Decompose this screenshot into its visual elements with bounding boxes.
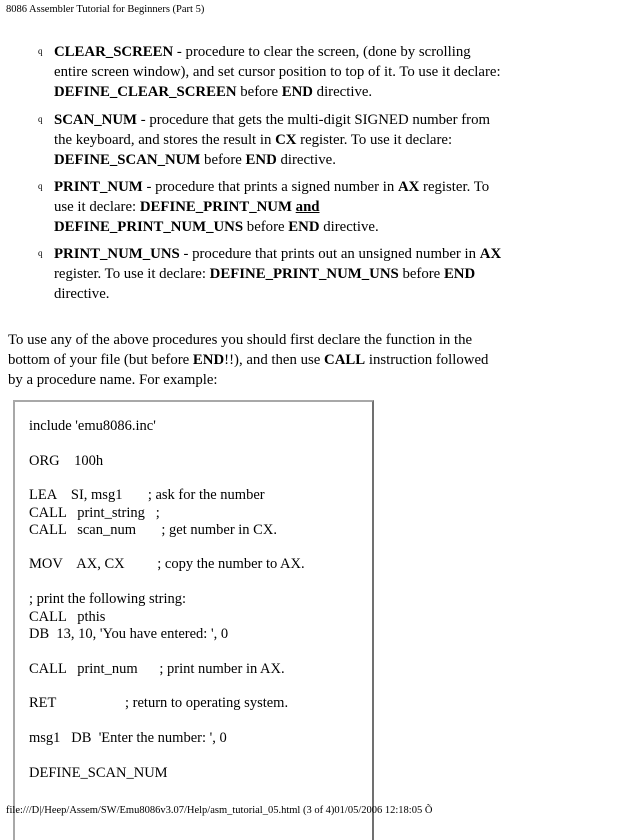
item-text: before	[236, 84, 282, 100]
directive-name: DEFINE_PRINT_NUM_UNS	[209, 266, 399, 282]
item-text: directive.	[312, 84, 373, 100]
directive-name: DEFINE_SCAN_NUM	[54, 152, 201, 168]
code-line: DB 13, 10, 'You have entered: ', 0	[29, 626, 229, 642]
item-text: directive.	[319, 219, 379, 235]
list-item	[54, 244, 524, 304]
code-line: CALL print_string ;	[29, 505, 160, 521]
intro-text: by a procedure name. For example:	[8, 372, 218, 388]
directive-name: END	[443, 266, 476, 282]
code-line: msg1 DB 'Enter the number: ', 0	[29, 730, 227, 746]
directive-name: END	[288, 219, 320, 235]
bullet-icon: q	[38, 248, 43, 258]
procedure-name: SCAN_NUM	[54, 112, 138, 128]
code-line: ; print the following string:	[29, 591, 187, 607]
procedure-name: PRINT_NUM_UNS	[54, 246, 180, 262]
directive-name: END	[245, 152, 277, 168]
instruction-name: CALL	[324, 352, 366, 368]
item-text: the keyboard, and stores the result in	[54, 132, 276, 148]
item-text: before	[398, 266, 444, 282]
item-text: - procedure that prints out an unsigned number in	[179, 246, 480, 262]
code-line: include 'emu8086.inc'	[29, 418, 156, 434]
item-text: - procedure that prints a signed number in	[142, 179, 398, 195]
list-item	[54, 42, 524, 102]
directive-name: DEFINE_CLEAR_SCREEN	[54, 84, 237, 100]
register-name: AX	[397, 179, 420, 195]
item-text: directive.	[54, 286, 110, 302]
code-example-box	[13, 400, 374, 840]
page-footer: file:///D|/Heep/Assem/SW/Emu8086v3.07/Help/asm_tutorial_05.html (3 of 4)01/05/2006 12:18:05 Õ	[6, 805, 433, 816]
item-text: entire screen window), and set cursor position to top of it. To use it declare:	[54, 64, 501, 80]
code-line: CALL print_num ; print number in AX.	[29, 661, 285, 677]
item-text: register. To use it declare:	[54, 266, 210, 282]
directive-name: DEFINE_PRINT_NUM_UNS	[54, 219, 244, 235]
code-line: LEA SI, msg1 ; ask for the number	[29, 487, 265, 503]
list-item	[54, 177, 524, 237]
and-keyword: and	[295, 199, 320, 215]
item-text: before	[243, 219, 289, 235]
item-text: use it declare:	[54, 199, 140, 215]
item-text: - procedure that gets the multi-digit SIGNED number from	[137, 112, 491, 128]
directive-name: END	[281, 84, 313, 100]
item-text: register. To use it declare:	[296, 132, 453, 148]
bullet-icon: q	[38, 46, 43, 56]
code-line: DEFINE_SCAN_NUM	[29, 765, 168, 781]
page-header: 8086 Assembler Tutorial for Beginners (Part 5)	[6, 4, 205, 15]
directive-name: END	[192, 352, 225, 368]
bullet-icon: q	[38, 114, 43, 124]
item-text: - procedure to clear the screen, (done by scrolling	[173, 44, 471, 60]
intro-text: instruction followed	[365, 352, 489, 368]
code-line: CALL pthis	[29, 609, 106, 625]
bullet-icon: q	[38, 181, 43, 191]
procedure-name: CLEAR_SCREEN	[54, 44, 174, 60]
code-line: MOV AX, CX ; copy the number to AX.	[29, 556, 305, 572]
code-line: ORG 100h	[29, 453, 104, 469]
list-item	[54, 110, 524, 170]
code-line: CALL scan_num ; get number in CX.	[29, 522, 277, 538]
register-name: CX	[275, 132, 297, 148]
item-text: directive.	[276, 152, 336, 168]
item-text: before	[200, 152, 246, 168]
intro-text: bottom of your file (but before	[8, 352, 193, 368]
intro-text: !!), and then use	[224, 352, 325, 368]
intro-paragraph	[8, 330, 508, 390]
code-line: RET ; return to operating system.	[29, 695, 289, 711]
register-name: AX	[479, 246, 502, 262]
intro-text: To use any of the above procedures you should first declare the function in the	[8, 332, 473, 348]
item-text: register. To	[419, 179, 490, 195]
procedure-name: PRINT_NUM	[54, 179, 143, 195]
directive-name: DEFINE_PRINT_NUM	[139, 199, 292, 215]
